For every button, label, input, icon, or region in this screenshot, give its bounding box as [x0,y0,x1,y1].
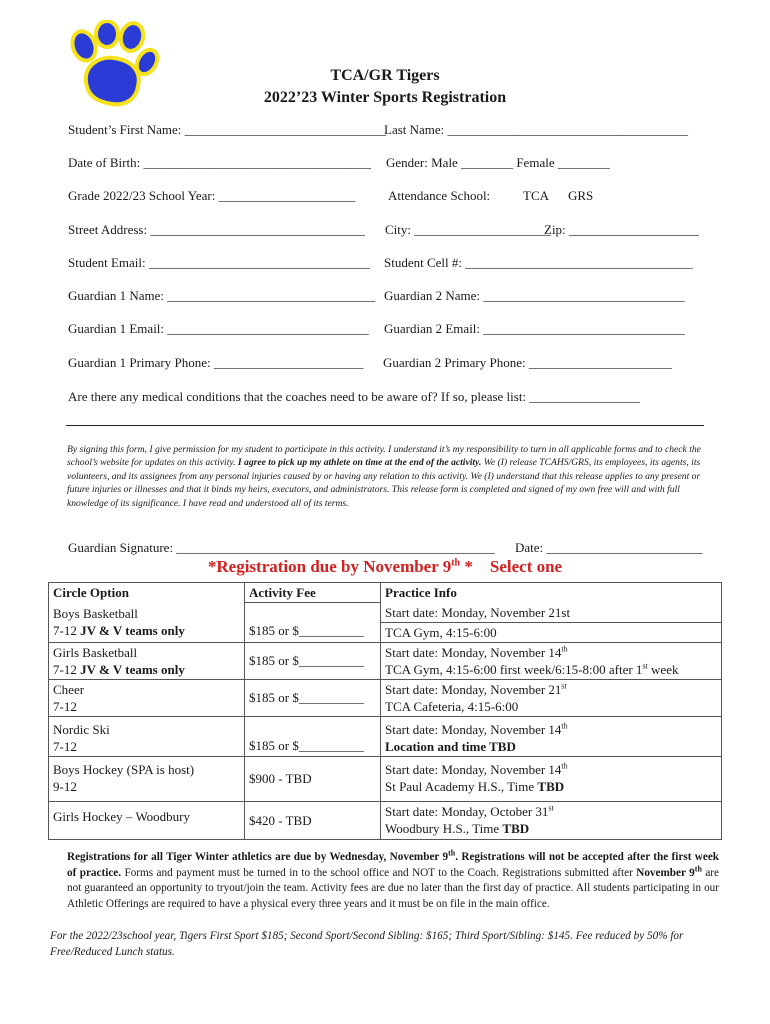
activity-name: Girls Basketball [53,644,138,660]
policy-text-1: Forms and payment must be turned in to the school office and NOT to the Coach. Registrations submitted after [121,866,637,879]
activity-option[interactable] [49,679,245,716]
ordinal-sup: th [561,721,568,731]
table-row[interactable] [49,642,722,679]
table-row[interactable] [49,801,722,839]
release-pickup-clause: I agree to pick up my athlete on time at the end of the activity. [237,457,482,469]
guardian-name-row [68,288,708,306]
registration-policy [67,850,719,912]
activity-grades: 7-12 [53,738,77,754]
form-subtitle: 2022’23 Winter Sports Registration [263,89,507,106]
ordinal-sup: th [561,644,568,654]
practice-info [381,801,722,839]
activity-option[interactable] [49,642,245,679]
guardian1-name-field[interactable]: Guardian 1 Name: ________________________________ [68,288,376,303]
guardian1-phone-field[interactable]: Guardian 1 Primary Phone: _______________________ [68,355,364,370]
header-circle-option: Circle Option [49,583,245,603]
dob-field[interactable]: Date of Birth: ___________________________________ [68,155,371,170]
activity-option[interactable] [49,801,245,839]
guardian-phone-row [68,355,708,373]
location: Woodbury H.S., Time [385,821,503,836]
activity-fee: $420 - TBD [245,801,381,839]
activity-fee: $185 or $__________ [245,716,381,756]
table-row[interactable] [49,603,722,643]
activity-name: Boys Hockey (SPA is host) [53,761,195,777]
time-tbd: TBD [502,821,530,836]
guardian2-name-field[interactable]: Guardian 2 Name: _______________________________ [384,288,685,303]
name-row [68,122,708,140]
due-sup: th [451,557,461,569]
header-activity-fee: Activity Fee [245,583,381,603]
last-name-field[interactable]: Last Name: _____________________________________ [384,122,689,137]
practice-info [381,642,722,679]
section-divider [66,425,704,426]
time-tbd: TBD [537,778,565,794]
ordinal-sup: th [694,863,702,873]
table-row[interactable] [49,756,722,801]
activity-name: Boys Basketball [53,606,138,621]
grade-row [68,188,708,206]
activity-teams: JV & V teams only [80,661,185,677]
policy-date: November 9 [636,866,695,879]
contact-row [68,255,708,273]
due-text: *Registration due by November 9 [207,557,452,576]
practice-info [381,603,722,643]
activity-option[interactable] [49,756,245,801]
registration-due-banner [0,557,770,577]
location-tbd: Location and time TBD [385,738,516,754]
ordinal-sup: th [561,761,568,771]
medical-row [68,389,708,407]
location-suffix: week [647,661,679,677]
activity-table [48,582,722,840]
activity-option[interactable] [49,716,245,756]
guardian2-email-field[interactable]: Guardian 2 Email: _______________________________ [384,321,685,336]
location: TCA Cafeteria, 4:15-6:00 [385,698,519,714]
activity-fee: $185 or $__________ [245,679,381,716]
school-option-grs[interactable]: GRS [568,188,594,203]
guardian-email-row [68,321,708,339]
select-one-text: * Select one [460,557,563,576]
release-text-1: By signing this form, I give permission for my student to participate in this activity. I understand it’s my responsibility to turn in all applicable forms and to check the school’s website for updates on this activity. [67,444,701,469]
practice-info [381,716,722,756]
guardian1-email-field[interactable]: Guardian 1 Email: _______________________________ [68,321,369,336]
medical-field[interactable]: Are there any medical conditions that the coaches need to be aware of? If so, please list: _________________ [68,389,640,404]
activity-fee: $900 - TBD [245,756,381,801]
first-name-field[interactable]: Student’s First Name: _______________________________ [68,122,387,137]
practice-info [381,679,722,716]
address-row [68,222,708,240]
activity-fee: $185 or $__________ [245,603,381,643]
attendance-label: Attendance School: [388,188,491,203]
school-option-tca[interactable]: TCA [523,188,549,203]
activity-grades: 9-12 [53,778,77,794]
start-date: Start date: Monday, November 14 [385,761,562,777]
practice-info [381,756,722,801]
ordinal-sup: st [642,661,648,671]
signature-row [68,540,708,558]
ordinal-sup: st [561,681,567,691]
location: TCA Gym, 4:15-6:00 [381,622,721,641]
dob-row [68,155,708,173]
guardian-signature-field[interactable]: Guardian Signature: _________________________________________________ [68,540,495,555]
policy-deadline: Registrations for all Tiger Winter athletics are due by Wednesday, November 9 [67,851,449,863]
start-date: Start date: Monday, October 31 [385,804,549,819]
header-practice-info: Practice Info [381,583,722,603]
location: St Paul Academy H.S., Time [385,778,538,794]
activity-option[interactable] [49,603,245,643]
activity-name: Cheer [53,681,85,697]
location: TCA Gym, 4:15-6:00 first week/6:15-8:00 after 1 [385,661,643,677]
activity-grades: 7-12 [53,698,77,714]
form-title: TCA/GR Tigers [330,67,440,84]
activity-name: Nordic Ski [53,721,110,737]
city-field[interactable]: City: _____________________ [385,222,551,237]
policy-late: . Registrations will not be accepted after the first week of practice. [67,851,720,879]
activity-grades: 7-12 [53,661,81,677]
ordinal-sup: th [448,848,456,858]
ordinal-sup: st [548,803,554,813]
activity-teams: JV & V teams only [80,623,185,638]
gender-field[interactable]: Gender: Male ________ Female ________ [386,155,610,170]
policy-text-2: are not guaranteed an opportunity to tryout/join the team. Activity fees are due no later than the first day of practice. All students participating in our Athletic Offerings are required to have a physical every three years and it must be on file in the main office. [67,866,719,910]
student-cell-field[interactable]: Student Cell #: ___________________________________ [384,255,693,270]
activity-name: Girls Hockey – Woodbury [53,808,191,824]
activity-grades: 7-12 [53,623,81,638]
street-field[interactable]: Street Address: _________________________________ [68,222,365,237]
table-header-row [49,583,722,603]
release-text-2: We (I) release TCAHS/GRS, its employees, its agents, its volunteers, and its assignees from any personal injuries caused by or having any relation to this activity. We (I) understand that this release applies to any present or future injuries or illnesses and that it binds my heirs, executors, and administrators. This release form is completed and signed of my own free will and with full knowledge of its significance. I have read and understood all of its terms. [67,457,701,509]
grade-field[interactable]: Grade 2022/23 School Year: _____________________ [68,188,356,203]
student-email-field[interactable]: Student Email: __________________________________ [68,255,370,270]
zip-field[interactable]: Zip: ____________________ [544,222,699,237]
signature-date-field[interactable]: Date: ________________________ [515,540,703,555]
start-date: Start date: Monday, November 21 [385,681,562,697]
activity-fee: $185 or $__________ [245,642,381,679]
table-row[interactable] [49,716,722,756]
guardian2-phone-field[interactable]: Guardian 2 Primary Phone: ______________________ [383,355,672,370]
start-date: Start date: Monday, November 21st [385,604,571,620]
start-date: Start date: Monday, November 14 [385,721,562,737]
fee-note: For the 2022/23school year, Tigers First Sport $185; Second Sport/Second Sibling: $165; Third Sport/Sibling: $145. Fee reduced by 50% for Free/Reduced Lunch status. [50,930,684,958]
release-statement [67,443,709,510]
table-row[interactable] [49,679,722,716]
start-date: Start date: Monday, November 14 [385,644,562,660]
